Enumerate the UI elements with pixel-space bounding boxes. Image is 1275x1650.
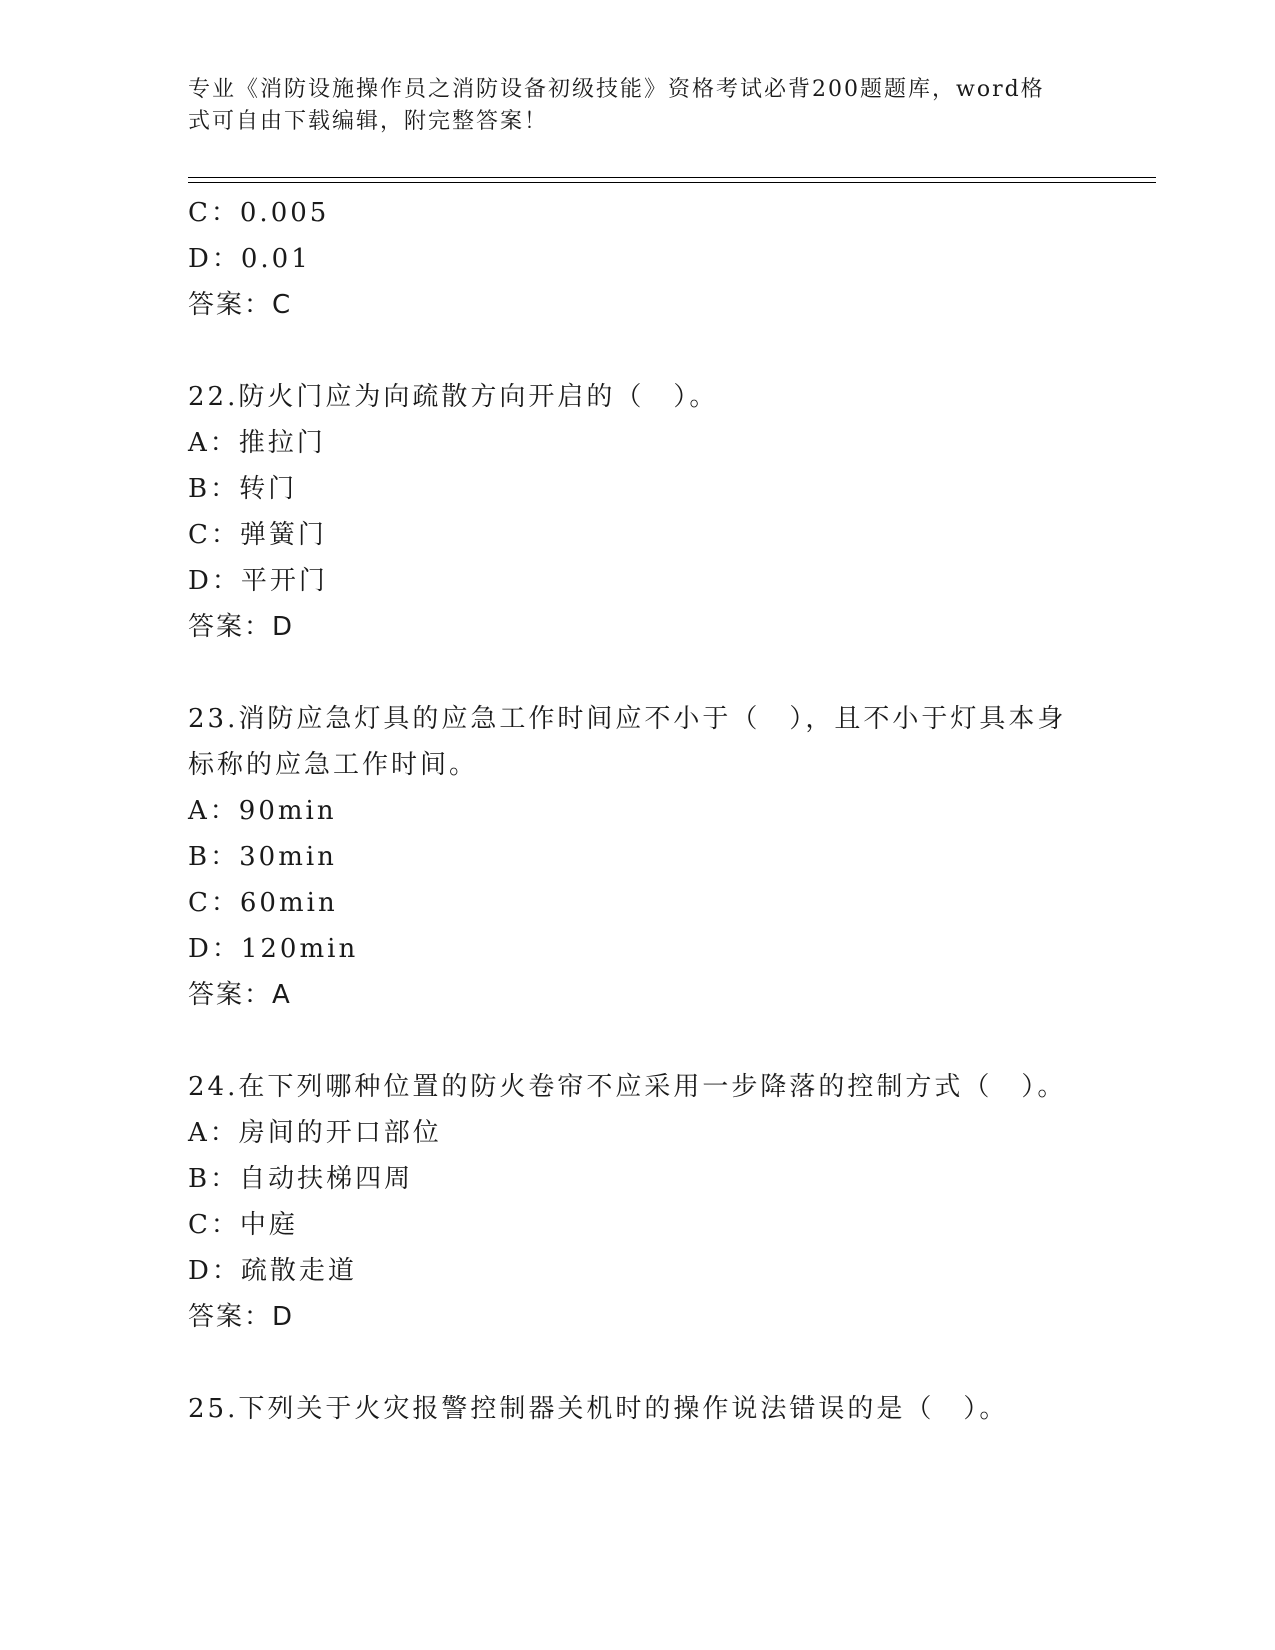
question-text: 25.下列关于火灾报警控制器关机时的操作说法错误的是（ ）。 [188,1394,1009,1424]
header-rule-top [188,177,1156,178]
previous-question-tail [188,190,1088,328]
question-24 [188,1064,1088,1340]
question-23 [188,696,1088,1018]
option: D：疏散走道 [188,1256,357,1286]
option: D：120min [188,934,359,964]
option: C：60min [188,888,338,918]
answer: 答案：C [188,290,293,320]
answer: 答案：D [188,1302,295,1332]
question-25 [188,1386,1088,1432]
option: B：转门 [188,474,298,504]
answer: 答案：D [188,612,295,642]
question-text: 23.消防应急灯具的应急工作时间应不小于（ ），且不小于灯具本身标称的应急工作时间。 [188,704,1067,780]
question-text: 22.防火门应为向疏散方向开启的（ ）。 [188,382,719,412]
answer: 答案：A [188,980,292,1010]
question-22 [188,374,1088,650]
option: B：30min [188,842,337,872]
header-rule-bottom [188,182,1156,183]
option: C：弹簧门 [188,520,327,550]
page-header: 专业《消防设施操作员之消防设备初级技能》资格考试必背200题题库，word格式可自由下载编辑，附完整答案！ [188,77,1045,134]
option: A：推拉门 [188,428,326,458]
option: D：平开门 [188,566,328,596]
option: A：90min [188,796,337,826]
option: A：房间的开口部位 [188,1118,442,1148]
question-list [188,190,1088,1432]
option: C：0.005 [188,198,330,228]
question-text: 24.在下列哪种位置的防火卷帘不应采用一步降落的控制方式（ ）。 [188,1072,1067,1102]
option: C：中庭 [188,1210,298,1240]
option: D：0.01 [188,244,311,274]
option: B：自动扶梯四周 [188,1164,414,1194]
